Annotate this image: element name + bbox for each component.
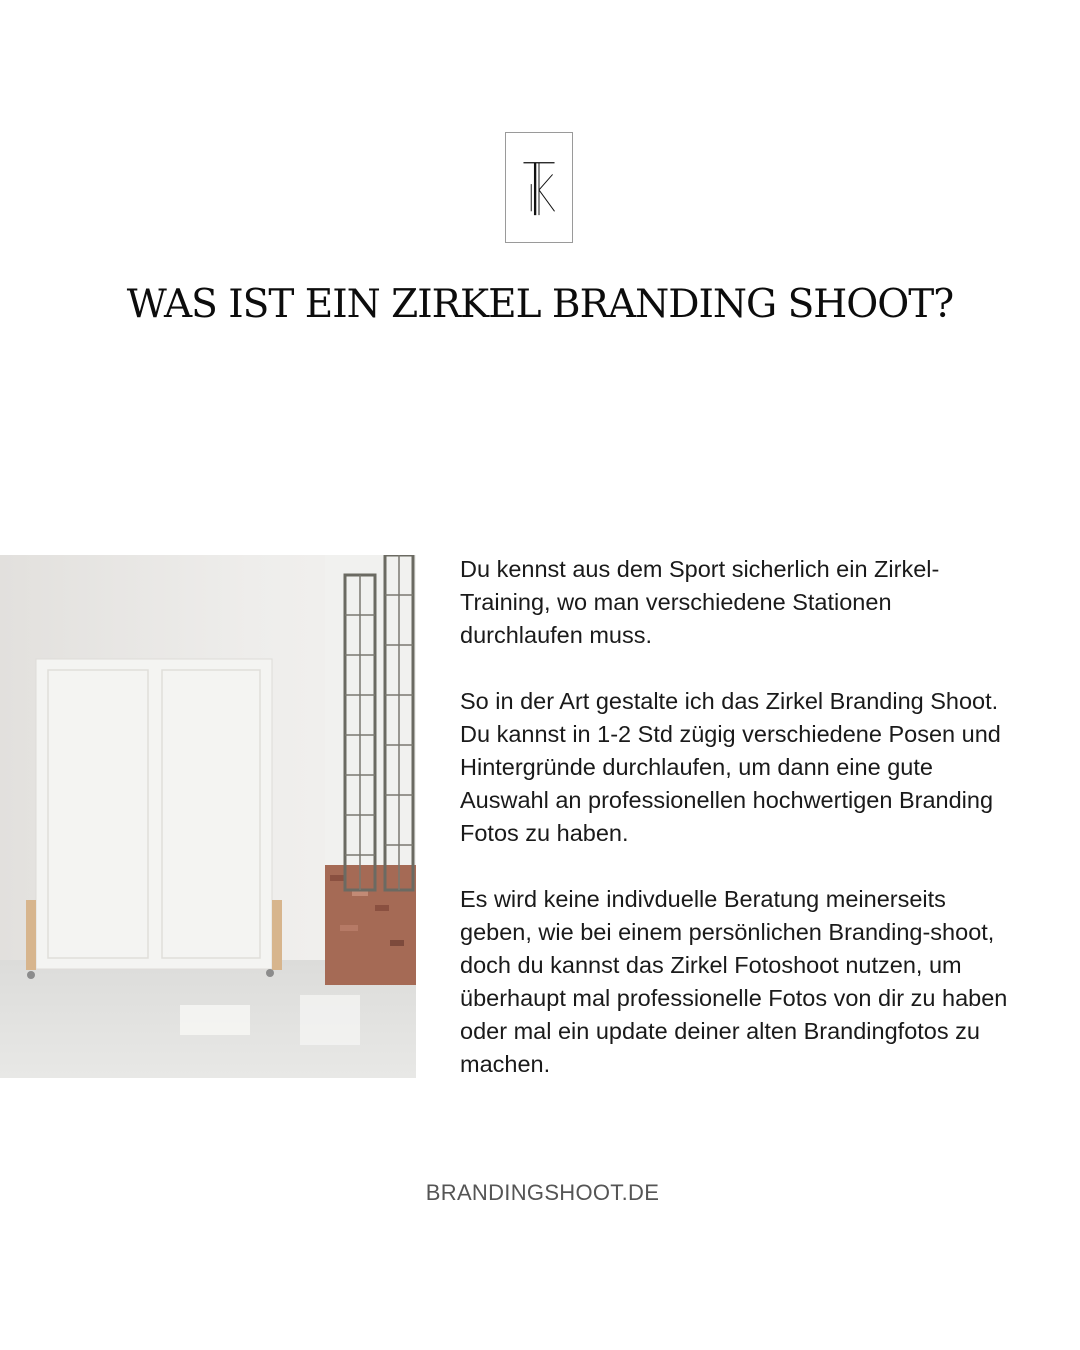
- website-link[interactable]: BRANDINGSHOOT.DE: [425, 1180, 660, 1205]
- studio-photo: [0, 555, 416, 1078]
- tk-monogram-icon: [506, 133, 572, 242]
- page-title: WAS IST EIN ZIRKEL BRANDING SHOOT?: [126, 282, 954, 327]
- paragraph: Es wird keine indivduelle Beratung meinerseits geben, wie bei einem persönlichen Branding-shoot, doch du kannst das Zirkel Fotoshoot nutzen, um überhaupt mal professionelle Fotos von dir zu haben oder mal ein update deiner alten Brandingfotos zu machen.: [460, 886, 1008, 1077]
- paragraph: Du kennst aus dem Sport sicherlich ein Zirkel-Training, wo man verschiedene Stationen durchlaufen muss.: [460, 556, 940, 648]
- body-text: [460, 553, 1020, 1114]
- paragraph: So in der Art gestalte ich das Zirkel Branding Shoot. Du kannst in 1-2 Std zügig verschiedene Posen und Hintergründe durchlaufen, um dann eine gute Auswahl an professionellen hochwertigen Branding Fotos zu haben.: [460, 688, 1001, 846]
- logo: [505, 132, 573, 243]
